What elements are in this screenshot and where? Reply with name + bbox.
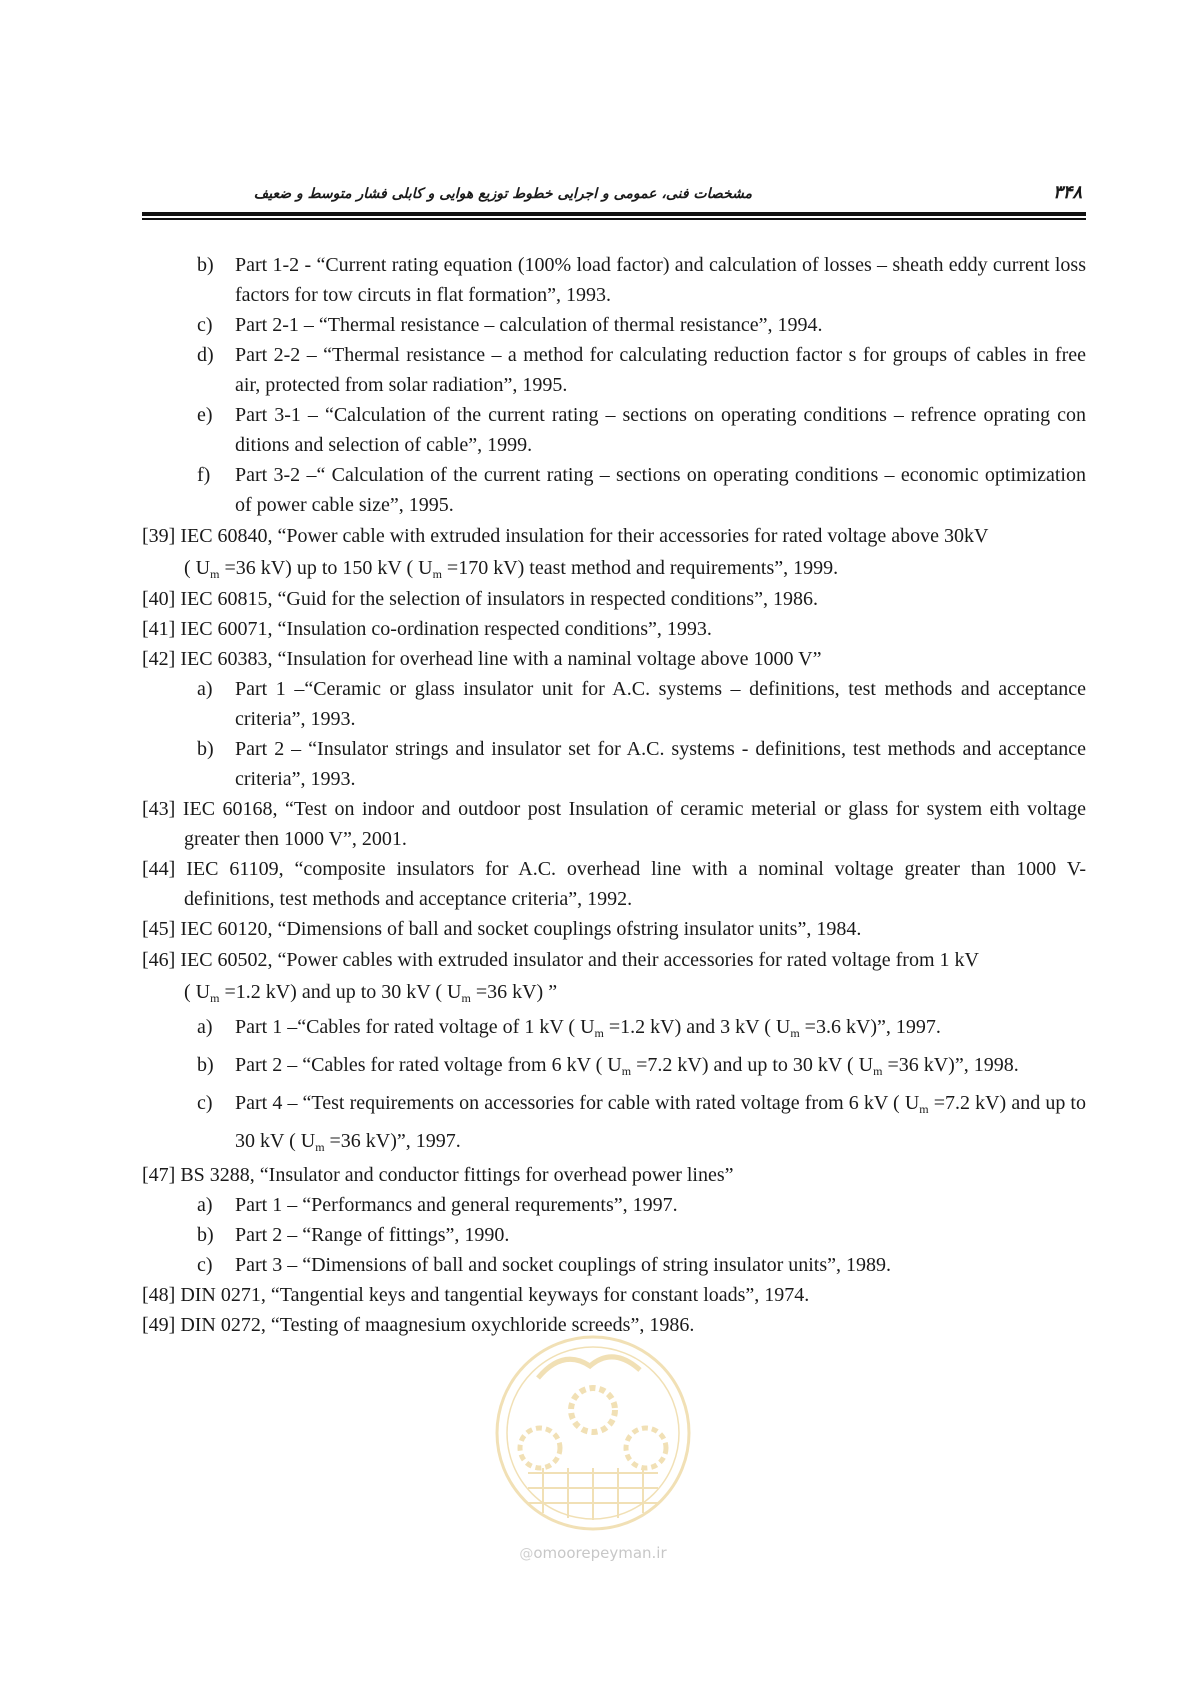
sub-item: b) Part 2 – “Range of fittings”, 1990. — [197, 1224, 510, 1246]
reference-entry-41: [41] IEC 60071, “Insulation co-ordination respected conditions”, 1993. — [142, 618, 712, 640]
sub-item: e) Part 3-1 – “Calculation of the current rating – sections on operating conditions – refrence oprating con ditions and selection of cable”, 1999. — [197, 404, 1086, 456]
sub-item: a) Part 1 –“Cables for rated voltage of 1 kV ( $U_m =1.2$ kV) and 3 kV ( $U_m =3.6$ kV)”, 1997. — [197, 1016, 941, 1040]
sub-item: a) Part 1 – “Performancs and general requrements”, 1997. — [197, 1194, 678, 1216]
sub-item: c) Part 3 – “Dimensions of ball and socket couplings of string insulator units”, 1989. — [197, 1254, 892, 1276]
seal-icon — [478, 1328, 708, 1538]
sub-item: b) Part 2 – “Cables for rated voltage from 6 kV ( $U_m =7.2$ kV) and up to 30 kV ( $U_m =36$ kV)”, 1998. — [197, 1054, 1019, 1078]
reference-entry-45: [45] IEC 60120, “Dimensions of ball and socket couplings ofstring insulator units”, 1984. — [142, 918, 862, 940]
sub-item: b) Part 2 – “Insulator strings and insulator set for A.C. systems - definitions, test methods and acceptance criteria”, 1993. — [197, 738, 1086, 790]
sub-item: b) Part 1-2 - “Current rating equation (100% load factor) and calculation of losses – sheath eddy current loss factors for tow circuts in flat formation”, 1993. — [197, 254, 1086, 306]
sub-item: c) Part 2-1 – “Thermal resistance – calculation of thermal resistance”, 1994. — [197, 314, 823, 336]
header-rule-thick — [142, 212, 1086, 216]
watermark-text: @omoorepeyman.ir — [519, 1544, 667, 1562]
sub-item: f) Part 3-2 –“ Calculation of the current rating – sections on operating conditions – economic optimization of power cable size”, 1995. — [197, 464, 1086, 516]
reference-entry-42: [42] IEC 60383, “Insulation for overhead line with a naminal voltage above 1000 V” — [142, 648, 822, 670]
at-icon: @ — [519, 1546, 534, 1562]
reference-entry-49: [49] DIN 0272, “Testing of maagnesium oxychloride screeds”, 1986. — [142, 1314, 695, 1336]
reference-entry-39: [39] IEC 60840, “Power cable with extruded insulation for their accessories for rated voltage above 30kV ( $U_m =36$ kV) up to 150 kV ( $U_m =170$ kV) teast method and requirements”, 1999. — [142, 525, 989, 581]
page-number: ۳۴۸ — [1052, 182, 1082, 203]
running-title: مشخصات فنی، عمومی و اجرایی خطوط توزیع هوایی و کابلی فشار متوسط و ضعیف — [253, 186, 752, 202]
reference-entry-43: [43] IEC 60168, “Test on indoor and outdoor post Insulation of ceramic meterial or glass for system eith voltage greater then 1000 V”, 2001. — [142, 798, 1086, 850]
sub-item: a) Part 1 –“Ceramic or glass insulator unit for A.C. systems – definitions, test methods and acceptance criteria”, 1993. — [197, 678, 1086, 730]
watermark-logo — [478, 1328, 708, 1588]
reference-entry-40: [40] IEC 60815, “Guid for the selection of insulators in respected conditions”, 1986. — [142, 588, 818, 610]
reference-entry-44: [44] IEC 61109, “composite insulators for A.C. overhead line with a nominal voltage greater than 1000 V- definitions, test methods and acceptance criteria”, 1992. — [142, 858, 1086, 910]
header-rule-thin — [142, 218, 1086, 220]
sub-item: d) Part 2-2 – “Thermal resistance – a method for calculating reduction factor s for groups of cables in free air, protected from solar radiation”, 1995. — [197, 344, 1086, 396]
reference-list — [142, 250, 1086, 1340]
reference-entry-46: [46] IEC 60502, “Power cables with extruded insulator and their accessories for rated voltage from 1 kV ( $U_m =1.2$ kV) and up to 30 kV ( $U_m =36$ kV) ” — [142, 949, 979, 1005]
reference-entry-48: [48] DIN 0271, “Tangential keys and tangential keyways for constant loads”, 1974. — [142, 1284, 810, 1306]
reference-entry-47: [47] BS 3288, “Insulator and conductor fittings for overhead power lines” — [142, 1164, 734, 1186]
sub-item: c) Part 4 – “Test requirements on accessories for cable with rated voltage from 6 kV ( $U_m =7.2$ kV) and up to 30 kV ( $U_m =36$ kV)”, 1997. — [197, 1092, 1086, 1154]
